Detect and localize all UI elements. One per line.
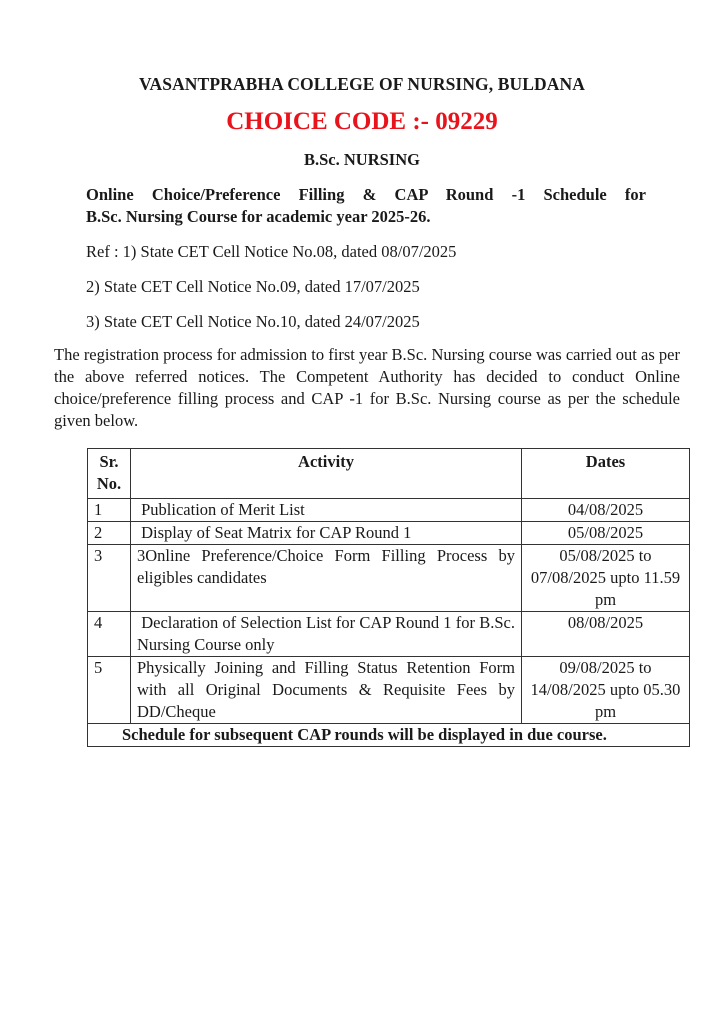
subject-line-1: Online Choice/Preference Filling & CAP Round -1 Schedule for xyxy=(86,185,646,204)
header-no-label: No. xyxy=(96,474,122,493)
table-header-row xyxy=(88,449,690,499)
header-activity: Activity xyxy=(131,449,522,499)
college-name: VASANTPRABHA COLLEGE OF NURSING, BULDANA xyxy=(139,74,585,94)
row-sr: 3 xyxy=(88,545,131,612)
row-sr: 5 xyxy=(88,657,131,724)
table-row xyxy=(88,657,690,724)
reference-3: 3) State CET Cell Notice No.10, dated 24/07/2025 xyxy=(86,312,420,331)
row-activity: Publication of Merit List xyxy=(131,499,522,522)
table-row xyxy=(88,545,690,612)
table-row xyxy=(88,612,690,657)
table-footer-note xyxy=(88,724,690,747)
row-date: 08/08/2025 xyxy=(522,612,690,657)
row-sr: 1 xyxy=(88,499,131,522)
row-activity: Declaration of Selection List for CAP Round 1 for B.Sc. Nursing Course only xyxy=(131,612,522,657)
row-activity: Physically Joining and Filling Status Retention Form with all Original Documents & Requisite Fees by DD/Cheque xyxy=(131,657,522,724)
row-sr: 4 xyxy=(88,612,131,657)
row-date: 05/08/2025 to 07/08/2025 upto 11.59 pm xyxy=(522,545,690,612)
row-sr: 2 xyxy=(88,522,131,545)
schedule-table xyxy=(87,448,690,747)
row-activity: Display of Seat Matrix for CAP Round 1 xyxy=(131,522,522,545)
reference-2: 2) State CET Cell Notice No.09, dated 17/07/2025 xyxy=(86,277,420,296)
subject-line-2: B.Sc. Nursing Course for academic year 2025-26. xyxy=(86,207,431,226)
header-sr-label: Sr. xyxy=(99,452,119,471)
table-footer-row xyxy=(88,724,690,747)
reference-1: Ref : 1) State CET Cell Notice No.08, dated 08/07/2025 xyxy=(86,242,457,261)
choice-code: CHOICE CODE :- 09229 xyxy=(226,108,498,135)
header-sr-no xyxy=(88,449,131,499)
row-date: 09/08/2025 to 14/08/2025 upto 05.30 pm xyxy=(522,657,690,724)
footer-text: Schedule for subsequent CAP rounds will be displayed in due course. xyxy=(122,725,607,744)
subject-heading xyxy=(86,184,646,228)
header-dates: Dates xyxy=(522,449,690,499)
table-row xyxy=(88,499,690,522)
row-date: 05/08/2025 xyxy=(522,522,690,545)
intro-paragraph: The registration process for admission to first year B.Sc. Nursing course was carried out as per the above referred notices. The Competent Authority has decided to conduct Online choice/preference filling process and CAP -1 for B.Sc. Nursing course as per the schedule given below. xyxy=(54,345,680,430)
row-activity: 3Online Preference/Choice Form Filling Process by eligibles candidates xyxy=(131,545,522,612)
table-row xyxy=(88,522,690,545)
course-title: B.Sc. NURSING xyxy=(304,150,420,169)
row-date: 04/08/2025 xyxy=(522,499,690,522)
